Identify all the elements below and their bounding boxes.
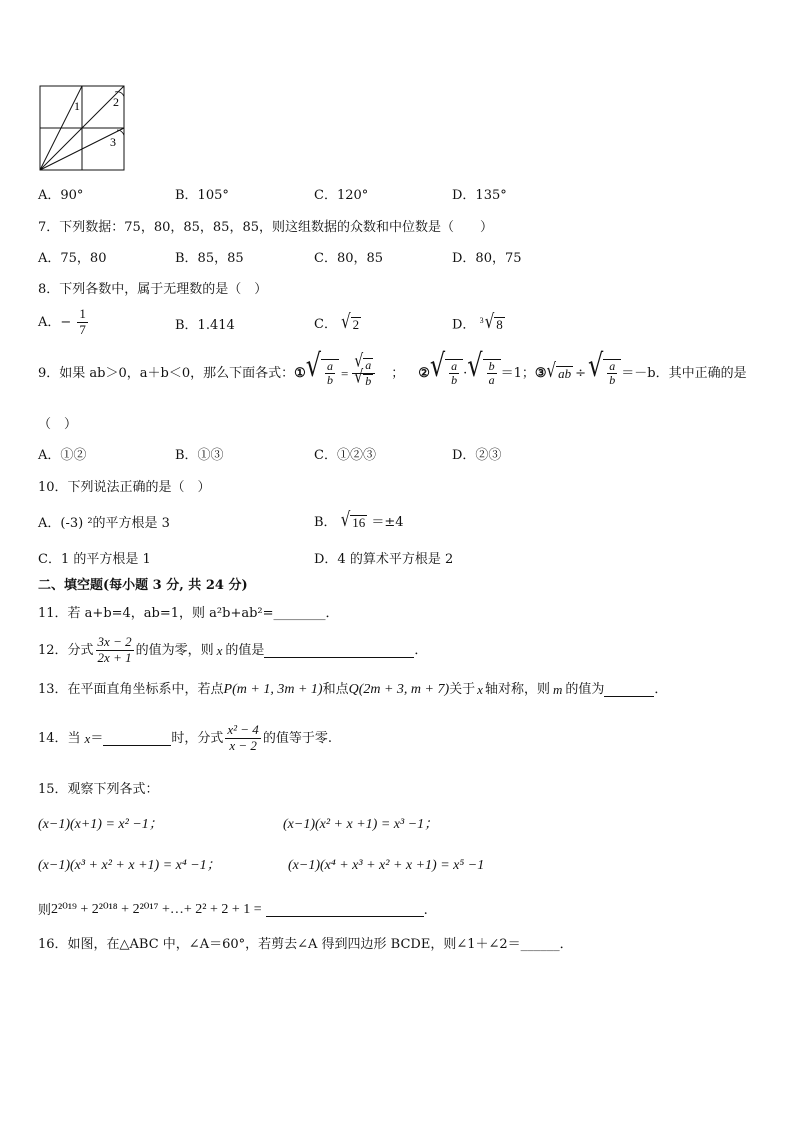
q8-a-denominator: 7 [79,321,86,337]
q13-P-coords: (m + 1, 3m + 1) [232,681,323,697]
q9-rhs-a: a [365,358,372,372]
q9-stem [38,347,747,389]
q9-e2-a2: a [488,373,495,388]
q7-option-c: C．80，85 [314,251,384,266]
q10-stem: 10．下列说法正确的是（ ） [38,480,211,495]
q7-option-b: B．85，85 [175,251,244,266]
q9-expr3-sqrt-frac: √ $\frac{a}{b}$ [588,359,621,389]
q8-d-root-index: 3 [479,316,484,325]
q10-option-b-suffix: ＝±4 [371,514,404,530]
q15-eq2: (x−1)(x² + x +1) = x³ −1； [283,817,439,832]
q9-b: b [327,373,334,388]
q8-option-a [38,307,90,338]
q13-x: x [477,682,483,697]
q7-option-d: D．80，75 [452,251,522,266]
q10-option-b [314,507,404,532]
q13-tail: 的值为 [565,682,605,697]
q8-option-d-prefix: D． [452,317,476,333]
q10-b-sqrt: √ 16 [340,507,366,532]
q9-expr1-rhs: √ a √ b [352,358,375,389]
q8-d-cbrt: √ 8 [484,310,503,334]
q7-stem: 7．下列数据：75，80，85，85，85，则这组数据的众数和中位数是（ ） [38,220,493,235]
q15-eq4: (x−1)(x⁴ + x³ + x² + x +1) = x⁵ −1 [288,858,485,873]
q13-line [38,682,667,697]
angle-label-2: 2 [113,95,119,109]
q16-text: 16．如图，在△ABC 中，∠A＝60°，若剪去∠A 得到四边形 BCDE，则∠1＋∠2＝______． [38,937,573,952]
q9-div: ÷ [575,365,586,381]
q13-mid: 和点 [322,682,349,697]
angle-label-1: 1 [74,99,80,113]
q13-answer-blank[interactable] [604,682,654,697]
q12-prefix: 12．分式 [38,642,94,658]
q9-dot: · [463,365,468,381]
q15-end: . [423,903,428,918]
q9-expr3-sqrt-ab: √ ab [546,358,572,383]
q13-Q: Q [348,681,359,697]
q7-option-a: A．75，80 [38,251,107,266]
q6-option-c: C．120° [314,188,369,203]
q8-d-radicand: 8 [496,317,503,333]
q9-paren: （ ） [38,417,78,432]
q12-denominator: 2x + 1 [97,649,132,665]
q15-stem: 15．观察下列各式： [38,782,159,797]
q13-P: P [223,681,233,697]
q8-option-a-prefix: A．− [38,314,72,330]
q9-option-d: D．②③ [452,448,502,463]
q8-stem: 8．下列各数中，属于无理数的是（ ） [38,282,268,297]
q15-eq1: (x−1)(x+1) = x² −1； [38,817,163,832]
q12-end: ． [414,642,428,658]
q15-eq3: (x−1)(x³ + x² + x +1) = x⁴ −1； [38,858,221,873]
q10-option-b-prefix: B． [314,514,337,530]
q9-expr2-sqrt-2: √ $\frac{b}{a}$ [467,359,500,389]
q12-numerator: 3x − 2 [97,634,132,649]
q9-option-c: C．①②③ [314,448,376,463]
q10-option-c: C．1 的平方根是 1 [38,552,151,567]
q13-Q-coords: (2m + 3, m + 7) [358,681,450,697]
q14-tail: 的值等于零. [262,730,332,746]
q9-option-a: A．①② [38,448,87,463]
q11-text: 11．若 a+b=4，ab=1，则 a²b+ab²=________． [38,606,339,621]
q10-option-d: D．4 的算术平方根是 2 [314,552,454,567]
q13-m: m [552,682,563,697]
q8-option-c [314,309,361,334]
q9-e3-a: a [609,358,616,373]
q14-prefix: 14．当 [38,730,81,746]
q9-e2-b2: b [488,358,495,373]
q15-sum-prefix: 则 [38,903,52,918]
q14-fraction [225,723,260,754]
q9-stem-prefix: 9．如果 ab＞0，a＋b＜0，那么下面各式： [38,365,295,381]
angle-label-3: 3 [110,135,116,149]
q8-c-sqrt: √ 2 [341,309,360,334]
q9-expr2-sqrt-1: √ $\frac{a}{b}$ [430,359,463,389]
q10-b-radicand: 16 [352,515,366,530]
q15-sum-expr: 2²⁰¹⁹ + 2²⁰¹⁸ + 2²⁰¹⁷ +…+ 2² + 2 + 1 = [51,902,262,917]
q13-end: ． [654,682,668,697]
q8-option-c-prefix: C． [314,316,337,332]
q6-option-b: B．105° [175,188,229,203]
q9-option-b: B．①③ [175,448,224,463]
q14-mid: 时，分式 [171,730,224,746]
q8-option-d [452,310,505,334]
q9-e3-b: b [609,373,616,388]
q9-mark-2: ② [418,365,430,381]
q9-a: a [327,358,334,373]
q12-line [38,635,427,666]
q9-sep: ； [391,365,405,381]
q9-rhs-b: b [365,373,372,388]
q9-eq1: ＝1； [500,365,535,381]
q13-axis: 轴对称，则 [484,682,550,697]
q9-ab: ab [558,365,572,381]
q8-c-radicand: 2 [352,317,360,332]
q10-option-a: A．(-3) ²的平方根是 3 [38,516,170,531]
q12-fraction [96,635,134,666]
q14-denominator: x − 2 [229,737,257,753]
q9-mark-1: ① [294,365,306,381]
q14-x: x [84,730,91,746]
q6-option-a: A．90° [38,188,84,203]
q12-middle: 的值为零，则 [135,642,214,658]
q15-sum-line [38,903,428,917]
q9-expr1-sqrt: √ $\frac{a}{b}$ [306,359,339,389]
q12-answer-blank[interactable] [264,643,414,658]
q9-e2-b: b [451,373,458,388]
q9-eq3: ＝－b．其中正确的是 [621,365,747,381]
q13-about: 关于 [449,682,476,697]
q9-eq-sign: = [341,365,349,381]
grid-angle-figure [38,84,128,174]
q9-e2-a: a [451,358,458,373]
q15-answer-blank[interactable] [266,904,424,917]
q14-answer-blank[interactable] [103,731,171,746]
q13-prefix: 13．在平面直角坐标系中，若点 [38,682,224,697]
q6-option-d: D．135° [452,188,507,203]
q9-mark-3: ③ [534,365,547,381]
q8-option-a-fraction [77,307,88,338]
q8-option-b: B．1.414 [175,318,235,333]
q12-var: x [216,642,223,658]
q12-suffix: 的值是 [225,642,265,658]
section-2-title: 二、填空题(每小题 3 分, 共 24 分) [38,578,248,593]
q14-eq: ＝ [90,730,104,746]
q14-line [38,723,332,754]
q8-a-numerator: 1 [79,306,86,321]
q14-numerator: x² − 4 [227,722,259,737]
